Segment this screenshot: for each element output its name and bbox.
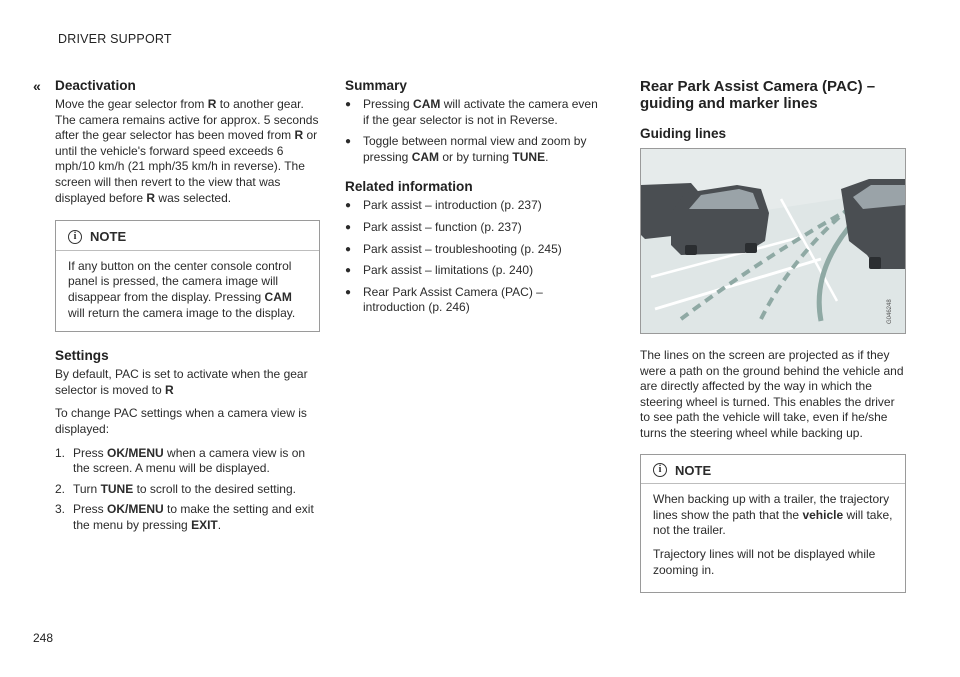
text-run: when a camera view is on the screen. A menu will be displayed. (73, 445, 306, 476)
link-text[interactable]: Park assist – troubleshooting (p. 245) (363, 241, 562, 256)
text-run: By default, PAC is set to activate when the gear selector is moved to (55, 367, 308, 397)
related-link[interactable] (345, 263, 607, 279)
link-text[interactable]: Rear Park Assist Camera (PAC) – introduction (p. 246) (363, 284, 543, 315)
related-links-list (345, 198, 607, 316)
list-item (345, 97, 607, 128)
section-title: Rear Park Assist Camera (PAC) – guiding and marker lines (640, 78, 876, 112)
note-title: NOTE (90, 229, 127, 245)
text-run: to make the setting and exit the menu by pressing (73, 502, 314, 532)
text-run: . (217, 517, 222, 532)
gear-r: R (146, 190, 156, 205)
info-icon: i (68, 230, 82, 244)
bullet: ● (345, 243, 352, 255)
related-information-heading: Related information (345, 179, 473, 195)
note-text (653, 492, 893, 539)
related-link[interactable] (345, 198, 607, 214)
button-label: TUNE (100, 481, 134, 496)
step-number: 2. (55, 481, 66, 496)
info-icon: i (653, 463, 667, 477)
bullet: ● (345, 99, 352, 110)
text-run: Press (73, 445, 108, 460)
text-run: Press (73, 502, 108, 517)
list-item (55, 446, 320, 477)
step-number: 1. (55, 445, 66, 460)
text-run: or until the vehicle's forward speed exceeds 6 mph/10 km/h (21 mph/35 km/h in reverse). The screen will then revert to the view that was displayed before (55, 128, 318, 205)
guiding-lines-heading: Guiding lines (640, 126, 727, 141)
list-item (55, 482, 320, 498)
bullet: ● (345, 200, 352, 212)
text-run: When backing up with a trailer, the trajectory lines show the path that the (653, 492, 890, 522)
list-item (55, 502, 320, 533)
previous-page-icon[interactable]: « (33, 78, 38, 94)
gear-r: R (294, 128, 304, 143)
note-header (641, 463, 905, 485)
guiding-lines-text: The lines on the screen are projected as if they were a path on the ground behind the vehicle and are directly affected by the way in which the steering wheel is turned. This enables the driver to see path the vehicle will take, even if he/she turns the steering wheel while backing up. (640, 348, 904, 440)
button-label: CAM (411, 149, 440, 164)
cam-button-label: CAM (264, 289, 292, 304)
right-column (640, 78, 906, 593)
text-run: will return the camera image to the display. (68, 305, 296, 320)
link-text[interactable]: Park assist – function (p. 237) (363, 219, 522, 234)
related-link[interactable] (345, 220, 607, 236)
related-link[interactable] (345, 285, 607, 316)
deactivation-heading: Deactivation (55, 78, 136, 93)
bullet: ● (345, 265, 352, 277)
button-label: EXIT (191, 517, 218, 532)
camera-view-illustration (640, 148, 906, 334)
settings-steps (55, 446, 320, 534)
note-header (56, 229, 319, 251)
page-number: 248 (33, 631, 54, 645)
text-run: to scroll to the desired setting. (133, 481, 296, 496)
settings-intro: To change PAC settings when a camera view is displayed: (55, 406, 307, 436)
summary-heading: Summary (345, 78, 407, 93)
text-run: Toggle between normal view and zoom by pressing (363, 134, 587, 164)
text-run: to another gear. The camera remains active for approx. 5 seconds after the gear selector has been moved from (55, 97, 319, 143)
gear-r: R (165, 382, 174, 397)
text-run: will activate the camera even if the gear selector is not in Reverse. (363, 97, 598, 127)
step-number: 3. (55, 502, 66, 517)
note-title: NOTE (675, 462, 712, 478)
running-header: DRIVER SUPPORT (58, 32, 172, 46)
text-run: was selected. (155, 190, 232, 205)
text-run: will take, not the trailer. (653, 507, 893, 538)
parking-camera-image (641, 149, 905, 333)
text-run: or by turning (439, 149, 513, 164)
note-box (640, 454, 906, 594)
gear-r: R (207, 97, 217, 111)
summary-list (345, 97, 607, 165)
related-link[interactable] (345, 242, 607, 258)
button-label: TUNE (512, 149, 546, 164)
text-run: Turn (73, 481, 101, 496)
link-text[interactable]: Park assist – limitations (p. 240) (363, 263, 534, 278)
button-label: OK/MENU (107, 445, 164, 460)
bullet: ● (345, 286, 352, 298)
text-run: Move the gear selector from (55, 97, 208, 111)
note-box (55, 220, 320, 332)
button-label: CAM (413, 97, 441, 111)
bullet: ● (345, 136, 352, 148)
bullet: ● (345, 221, 352, 233)
list-item (345, 134, 607, 165)
middle-column (345, 78, 607, 322)
settings-text (55, 367, 320, 398)
settings-heading: Settings (55, 348, 109, 364)
image-code: G046248 (887, 299, 893, 324)
deactivation-text (55, 97, 320, 206)
left-column (55, 78, 320, 538)
link-text[interactable]: Park assist – introduction (p. 237) (363, 198, 542, 213)
text-run: Pressing (363, 97, 414, 111)
note-text: Trajectory lines will not be displayed while zooming in. (653, 546, 876, 577)
emphasis: vehicle (802, 507, 844, 522)
note-text (68, 259, 307, 321)
button-label: OK/MENU (107, 502, 164, 517)
text-run: If any button on the center console control panel is pressed, the camera image will disappear from the display. Pressing (68, 258, 292, 304)
text-run: . (545, 149, 549, 164)
